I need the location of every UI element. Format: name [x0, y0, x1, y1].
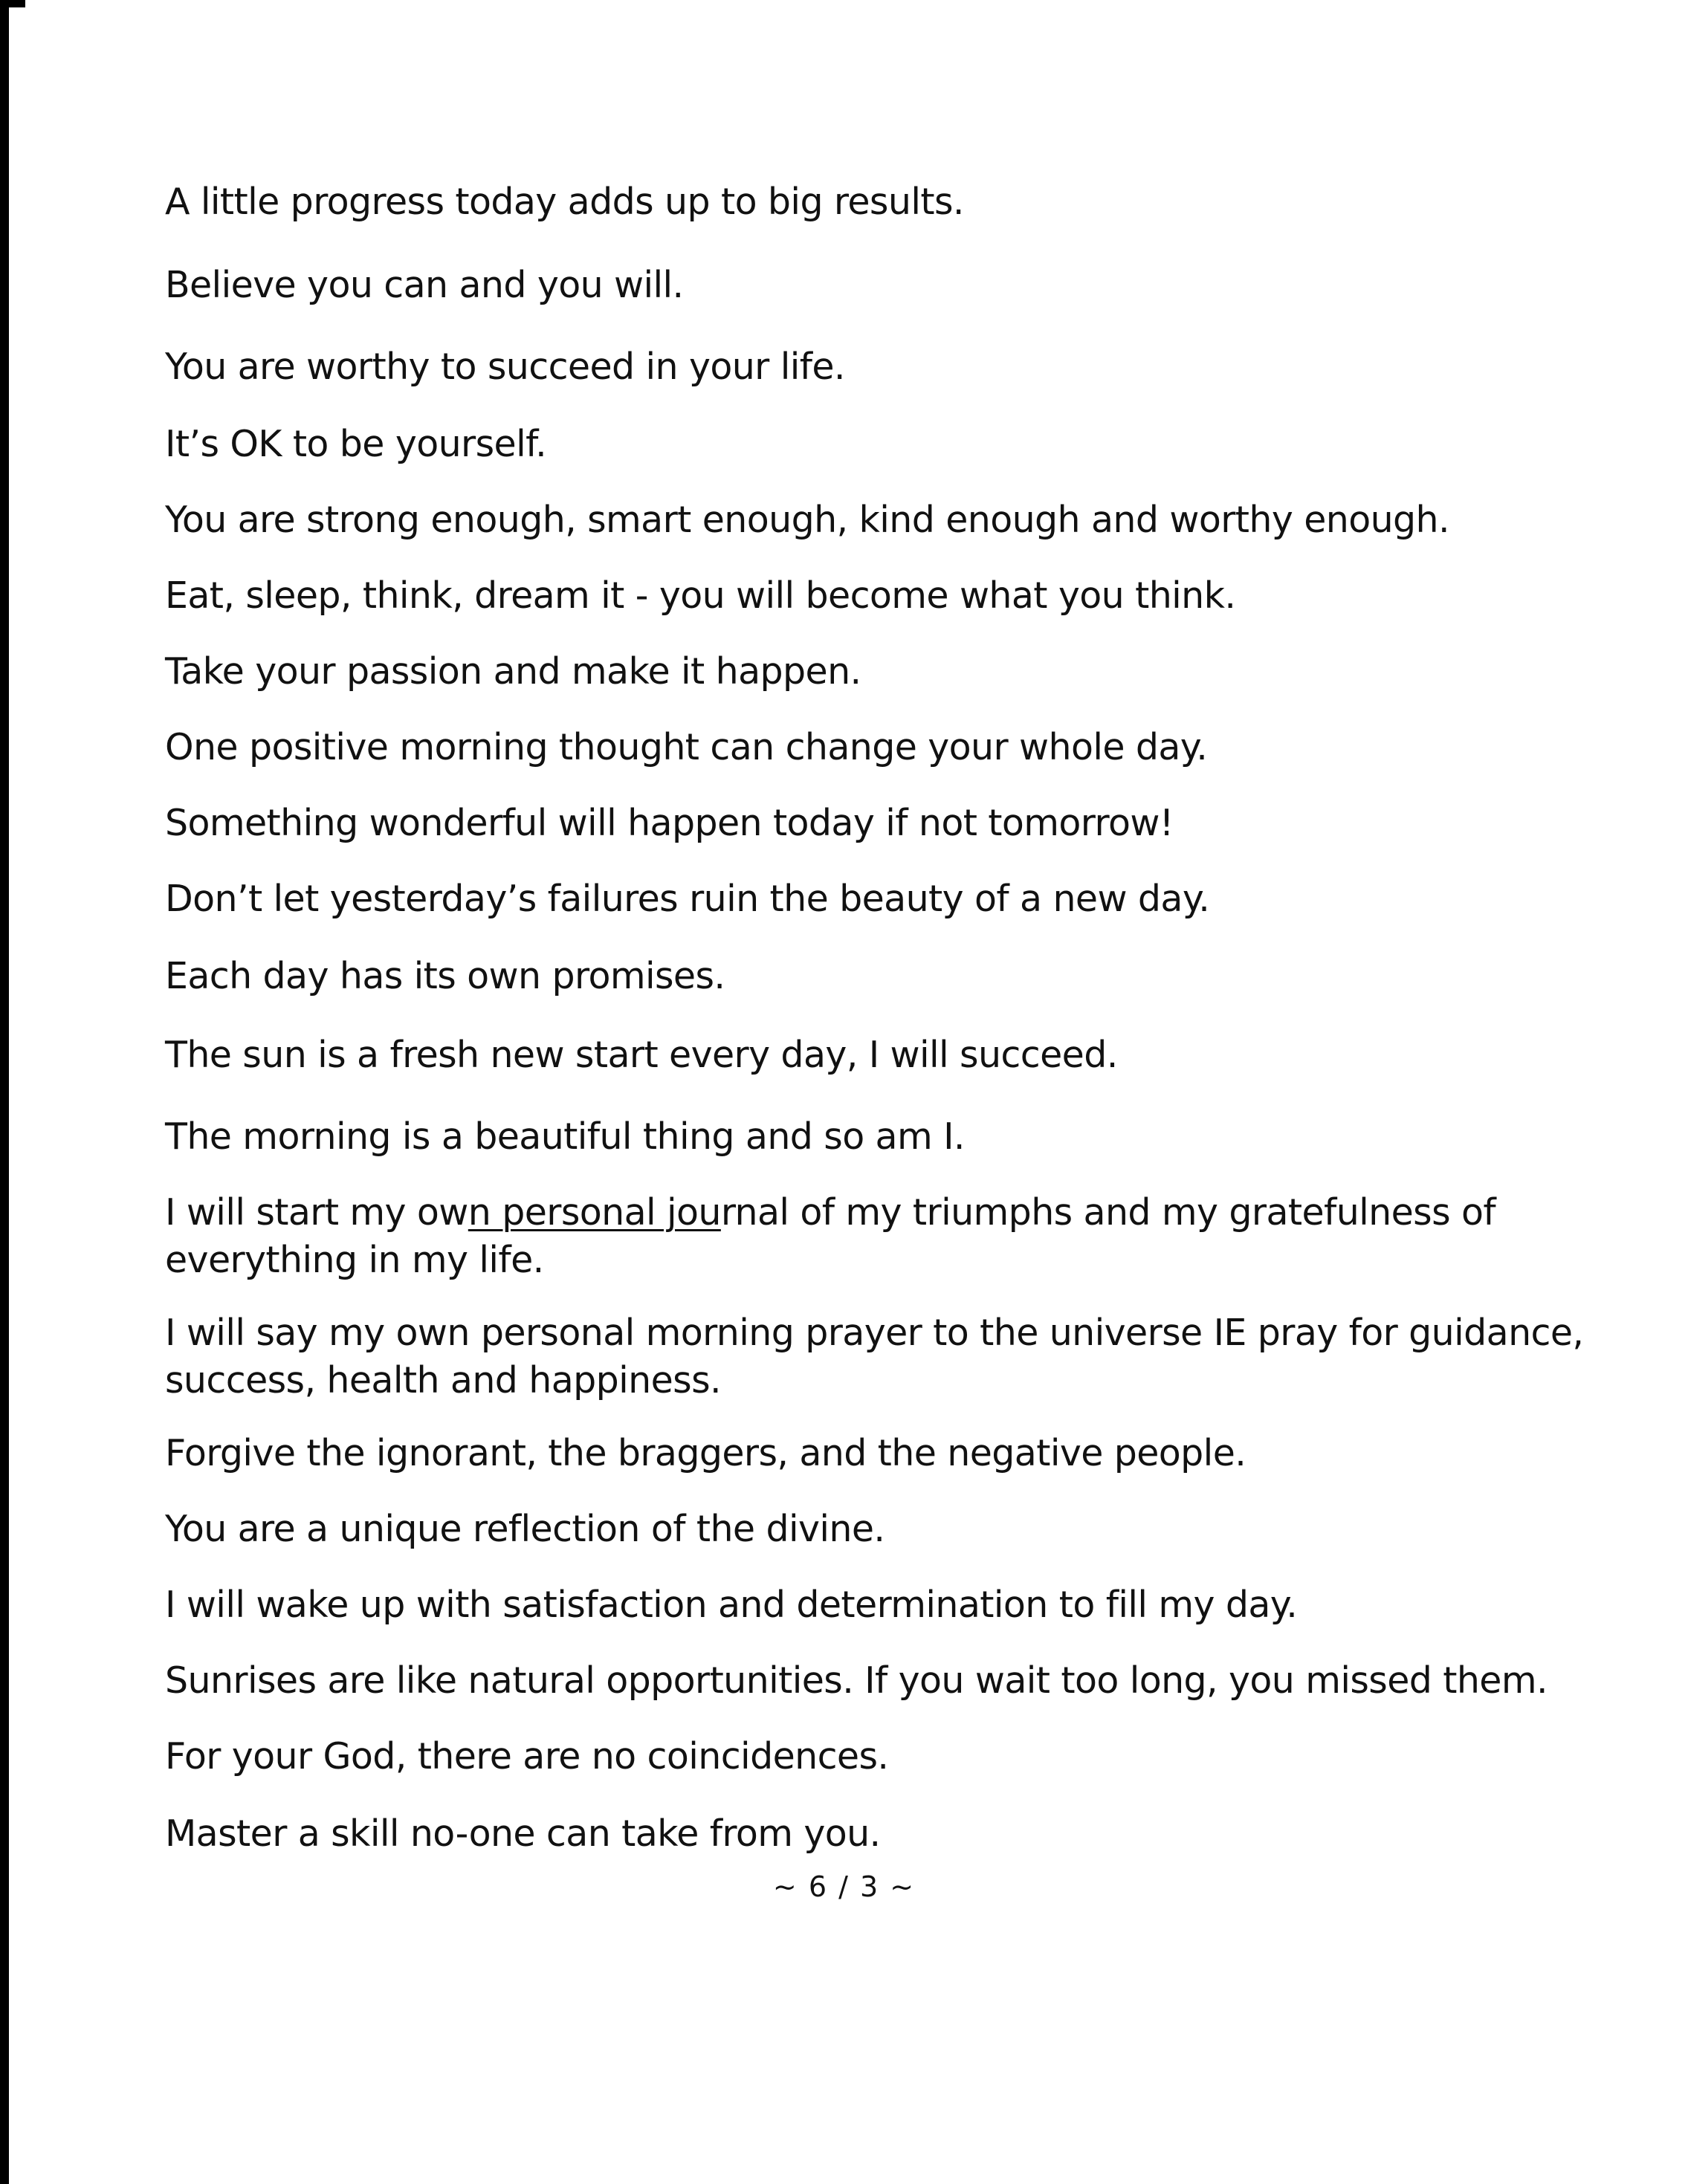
affirmation-line: A little progress today adds up to big results.	[165, 181, 964, 223]
journal-affirmation	[165, 1189, 1622, 1284]
journal-text-end: rnal of my triumphs and my gratefulness of everything in my life.	[165, 1191, 1496, 1281]
affirmation-line: Believe you can and you will.	[165, 264, 684, 306]
affirmation-line: I will say my own personal morning prayer to the universe IE pray for guidance, success, health and happiness.	[165, 1312, 1584, 1402]
affirmation-line: Forgive the ignorant, the braggers, and the negative people.	[165, 1432, 1246, 1474]
journal-text-start: I will start my ow	[165, 1191, 468, 1234]
affirmation-line: Something wonderful will happen today if not tomorrow!	[165, 802, 1174, 844]
affirmation-line: The morning is a beautiful thing and so am I.	[165, 1115, 965, 1158]
scan-edge	[0, 0, 9, 2184]
page-number: ~ 6 / 3 ~	[772, 1870, 916, 1903]
affirmation-line: Each day has its own promises.	[165, 955, 725, 997]
affirmation-line: Take your passion and make it happen.	[165, 650, 861, 693]
affirmation-line: It’s OK to be yourself.	[165, 423, 547, 465]
affirmation-line: Master a skill no-one can take from you.	[165, 1812, 881, 1855]
affirmation-line: One positive morning thought can change your whole day.	[165, 726, 1208, 768]
affirmation-line: Eat, sleep, think, dream it - you will become what you think.	[165, 574, 1236, 617]
scan-corner	[0, 0, 25, 7]
affirmation-line: Don’t let yesterday’s failures ruin the beauty of a new day.	[165, 878, 1210, 920]
underlined-text: n personal jou	[468, 1191, 721, 1234]
affirmation-line: The sun is a fresh new start every day, I will succeed.	[165, 1034, 1118, 1076]
affirmation-line: You are a unique reflection of the divine.	[165, 1508, 885, 1550]
affirmation-line: Sunrises are like natural opportunities. If you wait too long, you missed them.	[165, 1659, 1548, 1702]
affirmation-line: You are worthy to succeed in your life.	[165, 346, 845, 388]
affirmation-line: You are strong enough, smart enough, kind enough and worthy enough.	[165, 499, 1449, 541]
affirmation-line: I will wake up with satisfaction and determination to fill my day.	[165, 1584, 1298, 1626]
affirmation-line: For your God, there are no coincidences.	[165, 1735, 889, 1778]
